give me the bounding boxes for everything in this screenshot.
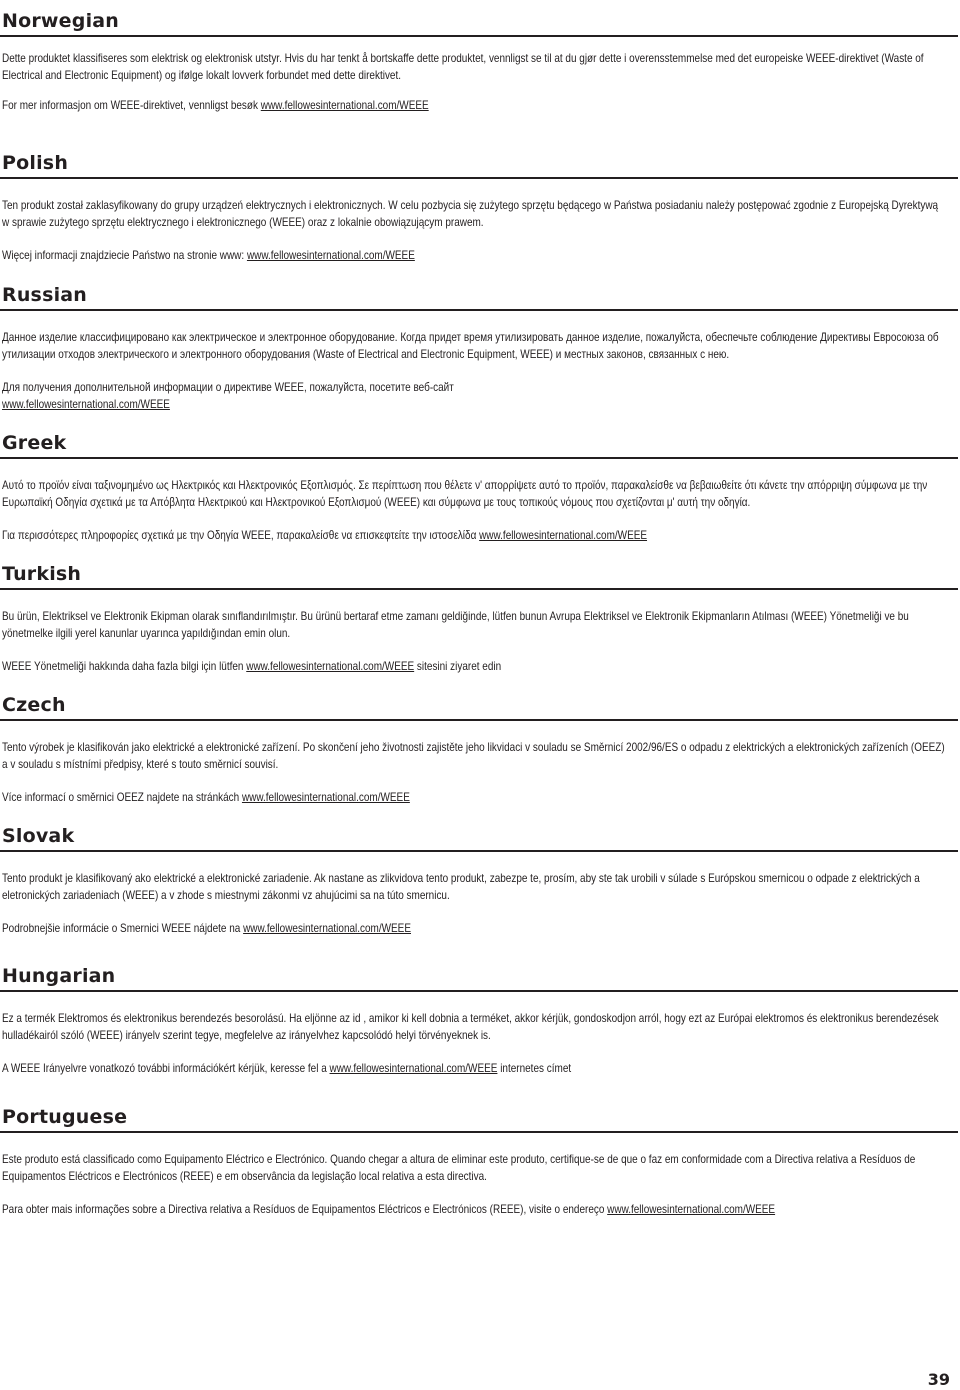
section-czech xyxy=(0,692,960,806)
section-info xyxy=(2,247,948,264)
section-divider xyxy=(0,588,958,590)
section-info xyxy=(2,1060,948,1077)
section-body: Tento produkt je klasifikovaný ako elektrické a elektronické zariadenie. Ak nastane as zlikvidova tento produkt, zabezpe te, prosím, aby ste tak urobili v súlade s Európskou smernicou o odpade z elektrických a eletronických zariadeniach (WEEE) a v zhode s miestnymi zákonmi vz ahujúcimi sa na túto smernicu. xyxy=(2,872,920,902)
section-body: Ez a termék Elektromos és elektronikus berendezés besorolású. Ha eljönne az id , amikor ki kell dobnia a terméket, akkor kérjük, gondoskodjon arról, hogy ezt az Európai elektromos és elektronikus berendezések hulladékairól szóló (WEEE) irányelv szerint tegye, megfelelve az irányelvhez kapcsolódó helyi törvényeknek is. xyxy=(2,1012,939,1042)
weee-link[interactable]: www.fellowesinternational.com/WEEE xyxy=(479,529,648,542)
section-info xyxy=(2,789,948,806)
weee-link[interactable]: www.fellowesinternational.com/WEEE xyxy=(260,99,429,112)
section-title: Slovak xyxy=(2,825,75,847)
section-divider xyxy=(0,177,958,179)
section-greek xyxy=(0,430,960,544)
weee-link[interactable]: www.fellowesinternational.com/WEEE xyxy=(329,1062,498,1075)
info-text: For mer informasjon om WEEE-direktivet, vennligst besøk xyxy=(2,99,261,112)
section-info xyxy=(2,97,948,114)
info-text: Více informací o směrnici OEEZ najdete na stránkách xyxy=(2,791,242,804)
info-text: A WEEE Irányelvre vonatkozó további információkért kérjük, keresse fel a xyxy=(2,1062,330,1075)
info-text: Podrobnejšie informácie o Smernici WEEE nájdete na xyxy=(2,922,244,935)
section-title: Hungarian xyxy=(2,965,116,987)
section-portuguese xyxy=(0,1104,960,1218)
section-divider xyxy=(0,719,958,721)
info-text: Więcej informacji znajdziecie Państwo na stronie www: xyxy=(2,249,247,262)
section-info xyxy=(2,379,484,413)
section-body: Bu ürün, Elektriksel ve Elektronik Ekipman olarak sınıflandırılmıştır. Bu ürünü bertaraf etme zamanı geldiğinde, lütfen bunun Avrupa Elektriksel ve Elektronik Ekipmanların Atılması (WEEE) Yönetmeliği ve bu yönetmelke ilgili yerel kanunlar uyarınca yapıldığından emin olun. xyxy=(2,610,909,640)
info-text: Για περισσότερες πληροφορίες σχετικά με την Οδηγία WEEE, παρακαλείσθε να επισκεφτείτε την ιστοσελίδα xyxy=(2,529,480,542)
weee-link[interactable]: www.fellowesinternational.com/WEEE xyxy=(241,791,410,804)
section-divider xyxy=(0,990,958,992)
section-divider xyxy=(0,1131,958,1133)
weee-link[interactable]: www.fellowesinternational.com/WEEE xyxy=(607,1203,776,1216)
section-turkish xyxy=(0,561,960,675)
info-text-after: internetes címet xyxy=(497,1062,572,1075)
section-body: Данное изделие классифицировано как электрическое и электронное оборудование. Когда придет время утилизировать данное изделие, пожалуйста, обеспечьте соблюдение Директивы Евросоюза об утилизации отходов электрического и электронного оборудования (Waste of Electrical and Electronic Equipment, WEEE) и местных законов, связанных с нею. xyxy=(2,331,939,361)
section-title: Czech xyxy=(2,694,66,716)
section-title: Turkish xyxy=(2,563,82,585)
section-divider xyxy=(0,35,958,37)
section-divider xyxy=(0,850,958,852)
section-title: Polish xyxy=(2,152,69,174)
section-russian xyxy=(0,282,960,413)
section-title: Norwegian xyxy=(2,10,120,32)
section-body: Αυτό το προϊόν είναι ταξινομημένο ως Ηλεκτρικός και Ηλεκτρονικός Εξοπλισμός. Σε περίπτωση που θέλετε ν' απορρίψετε αυτό το προϊόν, παρακαλείσθε να βεβαιωθείτε ότι κάνετε την απόρριψη σύμφωνα με την Ευρωπαϊκή Οδηγία σχετικά με τα Απόβλητα Ηλεκτρικού και Ηλεκτρονικού Εξοπλισμού (WEEE) και σύμφωνα με τους τοπικούς νόμους που σχετίζονται μ' αυτή την οδηγία. xyxy=(2,479,928,509)
section-hungarian xyxy=(0,963,960,1077)
section-title: Russian xyxy=(2,284,88,306)
section-norwegian xyxy=(0,8,960,114)
info-text: Para obter mais informações sobre a Directiva relativa a Resíduos de Equipamentos Eléctricos e Electrónicos (REEE), visite o endereço xyxy=(2,1203,608,1216)
section-info xyxy=(2,527,948,544)
section-slovak xyxy=(0,823,960,937)
section-polish xyxy=(0,150,960,264)
section-body: Ten produkt został zaklasyfikowany do grupy urządzeń elektrycznych i elektronicznych. W celu pozbycia się zużytego sprzętu będącego w Państwa posiadaniu należy postępować zgodnie z Europejską Dyrektywą w sprawie zużytego sprzętu elektrycznego i elektronicznego (WEEE) oraz z lokalnie obowiązującym prawem. xyxy=(2,199,939,229)
weee-link[interactable]: www.fellowesinternational.com/WEEE xyxy=(246,660,415,673)
info-text-after: sitesini ziyaret edin xyxy=(414,660,502,673)
weee-link[interactable]: www.fellowesinternational.com/WEEE xyxy=(2,398,170,411)
section-body: Este produto está classificado como Equipamento Eléctrico e Electrónico. Quando chegar a altura de eliminar este produto, certifique-se de que o faz em conformidade com a Directiva relativa a Resíduos de Equipamentos Eléctricos e Electrónicos (REEE) e em observância da legislação local relativa a esta directiva. xyxy=(2,1153,916,1183)
section-info xyxy=(2,658,948,675)
section-body: Tento výrobek je klasifikován jako elektrické a elektronické zařízení. Po skončení jeho životnosti zajistěte jeho likvidaci v souladu se Směrnicí 2002/96/ES o odpadu z elektrických a elektronických zařízeních (OEEZ) a v souladu s místními předpisy, které s touto směrnicí souvisí. xyxy=(2,741,945,771)
section-info xyxy=(2,920,948,937)
weee-link[interactable]: www.fellowesinternational.com/WEEE xyxy=(243,922,411,935)
page-number: 39 xyxy=(927,1370,950,1389)
info-text: Для получения дополнительной информации о директиве WEEE, пожалуйста, посетите веб-сайт xyxy=(2,381,454,394)
section-title: Portuguese xyxy=(2,1106,128,1128)
section-info xyxy=(2,1201,948,1218)
section-body: Dette produktet klassifiseres som elektrisk og elektronisk utstyr. Hvis du har tenkt å bortskaffe dette produktet, vennligst se til at du gjør dette i overensstemmelse med det europeiske WEEE-direktivet (Waste of Electrical and Electronic Equipment) og ifølge lokalt lovverk forbundet med dette direktivet. xyxy=(2,52,924,82)
section-divider xyxy=(0,457,958,459)
info-text: WEEE Yönetmeliği hakkında daha fazla bilgi için lütfen xyxy=(2,660,247,673)
section-title: Greek xyxy=(2,432,67,454)
weee-link[interactable]: www.fellowesinternational.com/WEEE xyxy=(246,249,415,262)
section-divider xyxy=(0,309,958,311)
